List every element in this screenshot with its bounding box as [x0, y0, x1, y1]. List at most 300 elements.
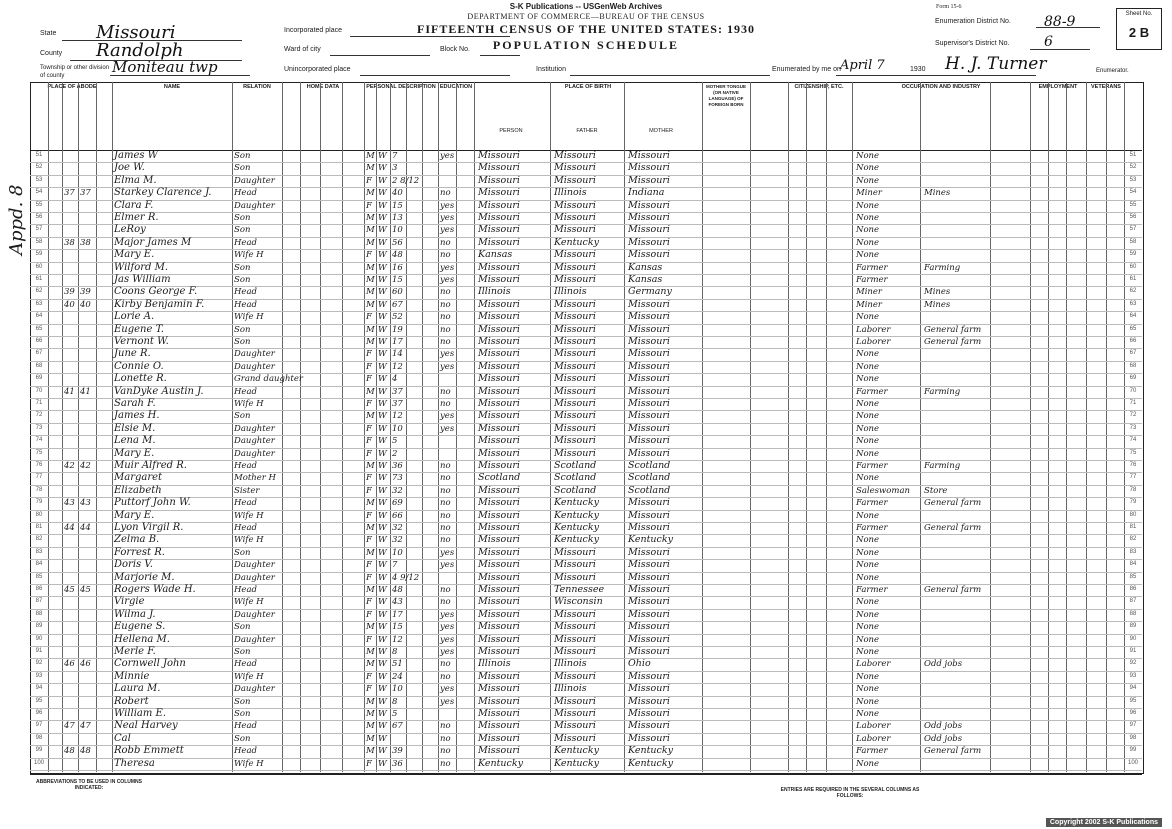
cell-race: W [378, 684, 387, 695]
cell-school: no [440, 498, 451, 509]
cell-relation: Son [234, 411, 251, 422]
birth-sub-mother: MOTHER [649, 128, 673, 134]
cell-family: 41 [80, 386, 91, 397]
cell-father: Missouri [554, 720, 596, 732]
cell-relation: Son [234, 622, 251, 633]
cell-industry: Mines [924, 287, 951, 298]
line-number-right: 51 [1129, 152, 1137, 158]
cell-sex: F [366, 473, 372, 484]
cell-school: no [440, 523, 451, 533]
cell-sex: F [366, 671, 372, 682]
cell-name: Elizabeth [114, 484, 162, 496]
cell-age: 32 [392, 485, 403, 496]
cell-age: 69 [392, 498, 403, 509]
cell-industry: Odd jobs [924, 733, 963, 744]
cell-age: 7 [392, 560, 398, 571]
cell-age: 56 [392, 237, 403, 248]
department-line: DEPARTMENT OF COMMERCE—BUREAU OF THE CENSUS [467, 12, 705, 21]
cell-father: Scotland [554, 484, 597, 496]
cell-industry: Farming [924, 386, 961, 397]
cell-sex: F [366, 684, 372, 695]
unincorporated-label: Unincorporated place [284, 66, 351, 73]
cell-race: W [378, 746, 387, 757]
cell-occupation: None [856, 423, 880, 434]
abbrev-title: ABBREVIATIONS TO BE USED IN COLUMNS INDICATED: [36, 779, 142, 791]
cell-dwelling: 44 [64, 523, 75, 533]
cell-mother: Missouri [628, 323, 670, 335]
col-group-veterans: VETERANS [1091, 84, 1121, 90]
cell-birth: Missouri [478, 621, 520, 633]
cell-relation: Daughter [234, 634, 275, 645]
cell-sex: M [366, 337, 375, 347]
cell-race: W [378, 547, 387, 558]
cell-father: Scotland [554, 460, 597, 471]
cell-name: Marjorie M. [114, 571, 175, 583]
cell-race: W [378, 299, 387, 310]
line-number: 54 [35, 189, 43, 196]
cell-age: 8 [392, 696, 398, 707]
cell-relation: Head [234, 585, 257, 595]
cell-school: yes [440, 411, 455, 422]
cell-school: no [440, 237, 451, 248]
cell-age: 15 [392, 200, 403, 211]
cell-relation: Head [234, 299, 257, 310]
cell-age: 73 [392, 473, 403, 484]
cell-sex: M [366, 213, 375, 223]
cell-school: yes [440, 262, 455, 273]
cell-occupation: Farmer [856, 746, 888, 757]
col-group-occupation: OCCUPATION AND INDUSTRY [901, 84, 981, 90]
cell-relation: Wife H [234, 671, 264, 682]
cell-father: Missouri [554, 150, 596, 161]
cell-race: W [378, 188, 387, 199]
cell-name: Puttorf John W. [114, 497, 191, 509]
cell-father: Kentucky [554, 534, 599, 546]
cell-birth: Missouri [478, 199, 520, 211]
cell-occupation: None [856, 609, 880, 620]
line-number: 69 [35, 375, 43, 382]
enumerator-name: H. J. Turner [945, 54, 1047, 74]
cell-age: 40 [392, 188, 403, 199]
cell-name: Rogers Wade H. [114, 584, 196, 595]
cell-father: Illinois [554, 683, 587, 695]
cell-mother: Kansas [628, 274, 663, 285]
cell-mother: Missouri [628, 422, 670, 434]
cell-occupation: None [856, 399, 880, 409]
cell-race: W [378, 671, 387, 682]
supervisor-label: Supervisor's District No. [935, 40, 1010, 47]
cell-age: 10 [392, 225, 403, 236]
cell-sex: F [366, 175, 372, 186]
cell-dwelling: 45 [64, 585, 75, 595]
cell-name: Forrest R. [114, 546, 165, 558]
cell-occupation: None [856, 213, 880, 223]
cell-occupation: None [856, 349, 880, 360]
cell-sex: F [366, 423, 372, 434]
cell-sex: M [366, 733, 375, 744]
cell-mother: Missouri [628, 732, 670, 744]
cell-mother: Missouri [628, 708, 670, 719]
line-number-right: 76 [1129, 462, 1137, 468]
schedule-title: POPULATION SCHEDULE [492, 38, 680, 52]
cell-school: no [440, 324, 451, 335]
cell-family: 40 [80, 299, 91, 310]
cell-occupation: None [856, 671, 880, 682]
line-number: 75 [35, 449, 43, 456]
cell-mother: Missouri [628, 596, 670, 608]
cell-sex: M [366, 585, 375, 595]
cell-age: 13 [392, 213, 403, 223]
cell-race: W [378, 485, 387, 496]
line-number-right: 90 [1129, 635, 1137, 642]
line-number-right: 83 [1129, 548, 1137, 555]
cell-name: Doris V. [114, 559, 153, 571]
line-number: 59 [35, 251, 43, 258]
cell-birth: Missouri [478, 559, 520, 571]
cell-relation: Son [234, 324, 251, 335]
line-number-right: 86 [1129, 586, 1137, 592]
cell-race: W [378, 523, 387, 533]
cell-mother: Kentucky [628, 534, 673, 546]
cell-school: no [440, 312, 451, 323]
cell-age: 37 [392, 386, 403, 397]
cell-industry: General farm [924, 498, 982, 509]
line-number-right: 57 [1129, 226, 1137, 233]
cell-age: 10 [392, 684, 403, 695]
cell-mother: Kansas [628, 261, 663, 273]
line-number: 67 [35, 350, 43, 357]
cell-birth: Missouri [478, 373, 520, 385]
cell-race: W [378, 758, 387, 769]
cell-race: W [378, 709, 387, 719]
cell-family: 45 [80, 585, 91, 595]
cell-birth: Missouri [478, 509, 520, 521]
cell-father: Missouri [554, 249, 596, 261]
cell-sex: M [366, 275, 375, 285]
cell-mother: Missouri [628, 174, 670, 186]
cell-birth: Missouri [478, 410, 520, 422]
cell-relation: Daughter [234, 175, 275, 186]
cell-name: Clara F. [114, 199, 154, 211]
cell-occupation: None [856, 709, 880, 719]
cell-father: Missouri [554, 162, 596, 174]
cell-occupation: None [856, 374, 880, 385]
cell-mother: Missouri [628, 509, 670, 521]
cell-school: no [440, 659, 451, 670]
cell-race: W [378, 411, 387, 422]
cell-age: 3 [392, 163, 398, 174]
cell-occupation: None [856, 225, 880, 236]
cell-age: 8 [392, 647, 398, 657]
cell-birth: Missouri [478, 646, 520, 657]
cell-family: 42 [80, 461, 91, 471]
cell-birth: Missouri [478, 360, 520, 372]
cell-birth: Missouri [478, 584, 520, 595]
cell-school: no [440, 473, 451, 484]
cell-sex: F [366, 200, 372, 211]
cell-sex: M [366, 622, 375, 633]
cell-occupation: None [856, 634, 880, 645]
cell-occupation: Miner [856, 299, 882, 310]
cell-name: Lonette R. [114, 373, 167, 385]
line-number-right: 77 [1129, 474, 1137, 481]
cell-sex: M [366, 237, 375, 248]
cell-birth: Missouri [478, 174, 520, 186]
line-number: 70 [35, 387, 43, 394]
line-number-right: 85 [1129, 573, 1137, 580]
birth-sub-person: PERSON [499, 128, 523, 134]
line-number-right: 64 [1129, 313, 1137, 320]
cell-industry: General farm [924, 324, 982, 335]
cell-name: Mary E. [114, 447, 155, 459]
enum-district-label: Enumeration District No. [935, 18, 1011, 25]
cell-relation: Daughter [234, 560, 275, 571]
cell-father: Illinois [554, 187, 587, 199]
cell-mother: Missouri [628, 546, 670, 558]
cell-race: W [378, 696, 387, 707]
line-number-right: 59 [1129, 251, 1137, 258]
cell-birth: Illinois [478, 658, 511, 670]
cell-industry: Odd jobs [924, 721, 963, 732]
cell-age: 66 [392, 510, 403, 521]
sheet-value: 2 B [1128, 25, 1150, 40]
cell-mother: Missouri [628, 162, 670, 174]
cell-age: 14 [392, 349, 403, 360]
cell-name: Wilford M. [114, 261, 168, 273]
line-number: 71 [35, 400, 43, 406]
line-number: 58 [35, 238, 43, 245]
line-number-right: 93 [1129, 672, 1137, 679]
line-number: 88 [35, 610, 43, 617]
cell-occupation: Laborer [856, 324, 891, 335]
cell-occupation: None [856, 510, 880, 521]
line-number: 79 [35, 499, 43, 506]
cell-age: 48 [392, 585, 403, 595]
cell-father: Kentucky [554, 522, 599, 533]
line-number: 90 [35, 635, 43, 642]
line-number: 62 [35, 288, 43, 295]
cell-relation: Daughter [234, 200, 275, 211]
cell-father: Missouri [554, 212, 596, 223]
cell-father: Wisconsin [554, 596, 603, 608]
line-number-right: 52 [1129, 164, 1137, 171]
cell-birth: Missouri [478, 732, 520, 744]
cell-sex: F [366, 634, 372, 645]
cell-relation: Head [234, 188, 257, 199]
cell-sex: M [366, 461, 375, 471]
line-number: 74 [35, 437, 43, 444]
cell-age: 10 [392, 423, 403, 434]
cell-race: W [378, 535, 387, 546]
cell-dwelling: 38 [64, 237, 75, 248]
cell-family: 38 [80, 237, 91, 248]
cell-mother: Missouri [628, 410, 670, 422]
cell-relation: Daughter [234, 448, 275, 459]
line-number: 91 [35, 648, 43, 654]
cell-name: Minnie [114, 670, 150, 682]
cell-sex: M [366, 721, 375, 732]
cell-relation: Sister [234, 485, 260, 496]
cell-mother: Missouri [628, 720, 670, 732]
cell-name: Wilma J. [114, 608, 156, 620]
line-number-right: 72 [1129, 412, 1137, 419]
cell-age: 52 [392, 312, 403, 323]
cell-mother: Missouri [628, 447, 670, 459]
cell-relation: Head [234, 498, 257, 509]
line-number-right: 67 [1129, 350, 1137, 357]
line-number-right: 84 [1129, 561, 1137, 568]
cell-industry: General farm [924, 523, 982, 533]
cell-school: no [440, 461, 451, 471]
enumerated-label: Enumerated by me on [772, 66, 841, 73]
cell-school: yes [440, 423, 455, 434]
cell-birth: Missouri [478, 261, 520, 273]
line-number: 97 [35, 722, 43, 729]
cell-name: William E. [114, 708, 166, 719]
cell-name: James W [114, 150, 158, 161]
cell-father: Kentucky [554, 745, 599, 757]
cell-occupation: Farmer [856, 275, 888, 285]
cell-name: Kirby Benjamin F. [114, 298, 205, 310]
line-number-right: 66 [1129, 338, 1137, 344]
cell-relation: Daughter [234, 349, 275, 360]
cell-birth: Missouri [478, 695, 520, 707]
line-number-right: 60 [1129, 263, 1137, 270]
cell-sex: F [366, 399, 372, 409]
line-number: 95 [35, 697, 43, 704]
cell-occupation: None [856, 696, 880, 707]
cell-relation: Grand daughter [234, 374, 303, 385]
cell-mother: Missouri [628, 311, 670, 323]
cell-name: Major James M [114, 236, 192, 248]
cell-relation: Son [234, 709, 251, 719]
cell-father: Missouri [554, 422, 596, 434]
cell-race: W [378, 609, 387, 620]
cell-relation: Son [234, 213, 251, 223]
cell-industry: Store [924, 485, 948, 496]
cell-name: VanDyke Austin J. [114, 385, 204, 397]
cell-age: 16 [392, 262, 403, 273]
cell-mother: Scotland [628, 460, 671, 471]
cell-father: Scotland [554, 472, 597, 484]
cell-mother: Missouri [628, 621, 670, 633]
cell-birth: Missouri [478, 435, 520, 447]
cell-birth: Missouri [478, 683, 520, 695]
cell-sex: M [366, 386, 375, 397]
cell-sex: F [366, 510, 372, 521]
cell-mother: Scotland [628, 472, 671, 484]
cell-age: 67 [392, 721, 403, 732]
cell-age: 60 [392, 287, 403, 298]
line-number-right: 68 [1129, 362, 1137, 369]
cell-father: Missouri [554, 323, 596, 335]
cell-mother: Missouri [628, 522, 670, 533]
cell-occupation: Miner [856, 188, 882, 199]
col-group-education: EDUCATION [439, 84, 473, 90]
cell-occupation: None [856, 560, 880, 571]
entries-title: ENTRIES ARE REQUIRED IN THE SEVERAL COLUMNS AS FOLLOWS: [780, 787, 920, 799]
cell-birth: Missouri [478, 447, 520, 459]
line-number: 85 [35, 573, 43, 580]
cell-sex: F [366, 374, 372, 385]
col-group-citizenship: CITIZENSHIP, ETC. [794, 84, 844, 90]
line-number-right: 63 [1129, 300, 1137, 307]
col-group-home-data: HOME DATA [306, 84, 340, 90]
cell-school: yes [440, 609, 455, 620]
cell-name: Elma M. [114, 174, 157, 186]
cell-occupation: Miner [856, 287, 882, 298]
cell-mother: Germany [628, 286, 672, 298]
cell-mother: Missouri [628, 608, 670, 620]
cell-race: W [378, 361, 387, 372]
cell-school: no [440, 250, 451, 261]
line-number-right: 78 [1129, 486, 1137, 493]
margin-note: Appd. 8 [6, 184, 27, 255]
cell-mother: Missouri [628, 249, 670, 261]
cell-relation: Son [234, 696, 251, 707]
col-group-employment: EMPLOYMENT [1038, 84, 1078, 90]
cell-industry: General farm [924, 746, 982, 757]
cell-relation: Wife H [234, 758, 264, 769]
cell-relation: Head [234, 659, 257, 670]
state-label: State [40, 30, 57, 37]
cell-occupation: Laborer [856, 337, 891, 347]
cell-father: Missouri [554, 199, 596, 211]
cell-birth: Missouri [478, 162, 520, 174]
line-number-right: 87 [1129, 598, 1137, 605]
cell-age: 24 [392, 671, 403, 682]
cell-occupation: Farmer [856, 262, 888, 273]
line-number: 96 [35, 710, 43, 716]
cell-mother: Missouri [628, 360, 670, 372]
cell-sex: F [366, 758, 372, 769]
cell-mother: Scotland [628, 484, 671, 496]
line-number-right: 79 [1129, 499, 1137, 506]
cell-occupation: None [856, 312, 880, 323]
line-number: 55 [35, 201, 43, 208]
line-number: 94 [35, 685, 43, 692]
line-number: 68 [35, 362, 43, 369]
line-number: 76 [35, 462, 43, 468]
cell-occupation: None [856, 163, 880, 174]
cell-race: W [378, 250, 387, 261]
line-number-right: 61 [1129, 276, 1137, 282]
line-number-right: 99 [1129, 747, 1137, 754]
cell-father: Missouri [554, 646, 596, 657]
cell-occupation: None [856, 175, 880, 186]
cell-age: 4 9/12 [392, 572, 420, 583]
cell-occupation: Laborer [856, 659, 891, 670]
cell-school: no [440, 287, 451, 298]
cell-birth: Missouri [478, 311, 520, 323]
cell-birth: Missouri [478, 236, 520, 248]
cell-relation: Son [234, 275, 251, 285]
cell-mother: Missouri [628, 199, 670, 211]
cell-school: yes [440, 151, 455, 161]
cell-sex: F [366, 597, 372, 608]
cell-relation: Son [234, 225, 251, 236]
cell-birth: Illinois [478, 286, 511, 298]
cell-birth: Missouri [478, 745, 520, 757]
cell-family: 43 [80, 498, 91, 509]
cell-father: Tennessee [554, 584, 605, 595]
cell-occupation: None [856, 361, 880, 372]
cell-race: W [378, 647, 387, 657]
cell-father: Missouri [554, 708, 596, 719]
col-group-abode: PLACE OF ABODE [47, 84, 97, 90]
line-number-right: 69 [1129, 375, 1137, 382]
cell-relation: Son [234, 547, 251, 558]
